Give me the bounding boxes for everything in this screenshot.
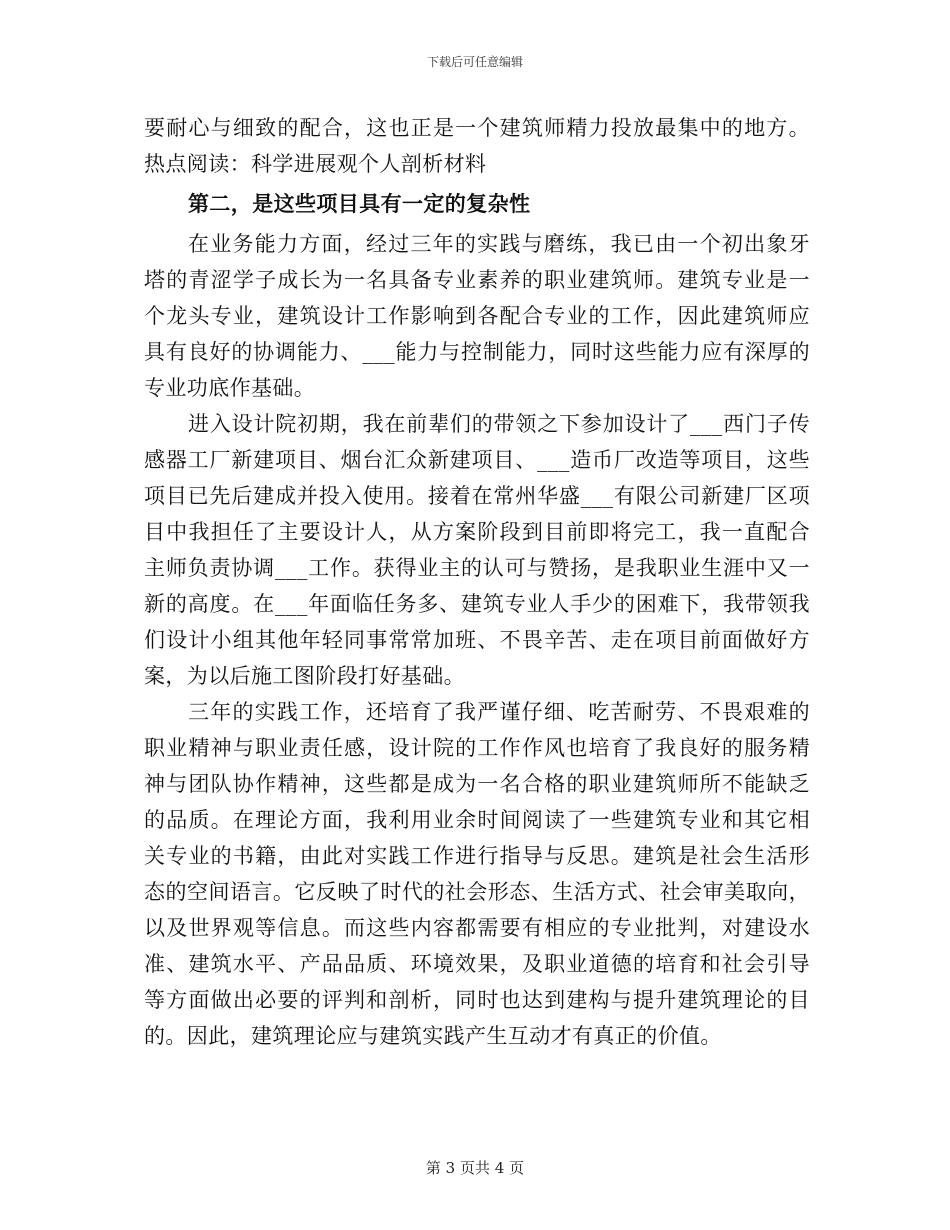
paragraph-line: 神与团队协作精神，这些都是成为一名合格的职业建筑师所不能缺乏 (144, 772, 810, 796)
paragraph-line: 新的高度。在___年面临任务多、建筑专业人手少的困难下，我带领我 (144, 592, 810, 616)
paragraph-line: 专业功底作基础。 (144, 376, 316, 400)
paragraph-line: 们设计小组其他年轻同事常常加班、不畏辛苦、走在项目前面做好方 (144, 628, 810, 652)
paragraph-line: 在业务能力方面，经过三年的实践与磨练，我已由一个初出象牙 (188, 232, 810, 256)
paragraph-line: 关专业的书籍，由此对实践工作进行指导与反思。建筑是社会生活形 (144, 844, 810, 868)
document-body (144, 110, 810, 1054)
paragraph-line: 以及世界观等信息。而这些内容都需要有相应的专业批判，对建设水 (144, 916, 810, 940)
paragraph-line: 具有良好的协调能力、___能力与控制能力，同时这些能力应有深厚的 (144, 340, 810, 364)
paragraph-line: 职业精神与职业责任感，设计院的工作作风也培育了我良好的服务精 (144, 736, 810, 760)
hot-reading-line: 热点阅读：科学进展观个人剖析材料 (144, 152, 487, 176)
paragraph-line: 进入设计院初期，我在前辈们的带领之下参加设计了___西门子传 (188, 412, 810, 436)
paragraph-line: 感器工厂新建项目、烟台汇众新建项目、___造币厂改造等项目，这些 (144, 448, 810, 472)
paragraph-line: 案，为以后施工图阶段打好基础。 (144, 664, 465, 688)
paragraph-line: 目中我担任了主要设计人，从方案阶段到目前即将完工，我一直配合 (144, 520, 810, 544)
paragraph-line: 主师负责协调___工作。获得业主的认可与赞扬，是我职业生涯中又一 (144, 556, 810, 580)
page-number: 第 3 页共 4 页 (425, 1159, 525, 1177)
page-header: 下载后可任意编辑 (426, 55, 523, 69)
paragraph-line: 态的空间语言。它反映了时代的社会形态、生活方式、社会审美取向， (144, 880, 810, 904)
paragraph-line: 三年的实践工作，还培育了我严谨仔细、吃苦耐劳、不畏艰难的 (188, 700, 810, 724)
paragraph-line: 的。因此，建筑理论应与建筑实践产生互动才有真正的价值。 (144, 1024, 722, 1048)
paragraph-line: 个龙头专业，建筑设计工作影响到各配合专业的工作，因此建筑师应 (144, 304, 810, 328)
paragraph-line: 的品质。在理论方面，我利用业余时间阅读了一些建筑专业和其它相 (144, 808, 810, 832)
paragraph-line: 准、建筑水平、产品品质、环境效果，及职业道德的培育和社会引导 (144, 952, 810, 976)
paragraph-line: 等方面做出必要的评判和剖析，同时也达到建构与提升建筑理论的目 (144, 988, 810, 1012)
paragraph-line: 塔的青涩学子成长为一名具备专业素养的职业建筑师。建筑专业是一 (144, 268, 810, 292)
paragraph-line: 要耐心与细致的配合，这也正是一个建筑师精力投放最集中的地方。 (144, 116, 810, 140)
section-heading: 第二，是这些项目具有一定的复杂性 (188, 191, 531, 216)
paragraph-line: 项目已先后建成并投入使用。接着在常州华盛___有限公司新建厂区项 (144, 484, 810, 508)
